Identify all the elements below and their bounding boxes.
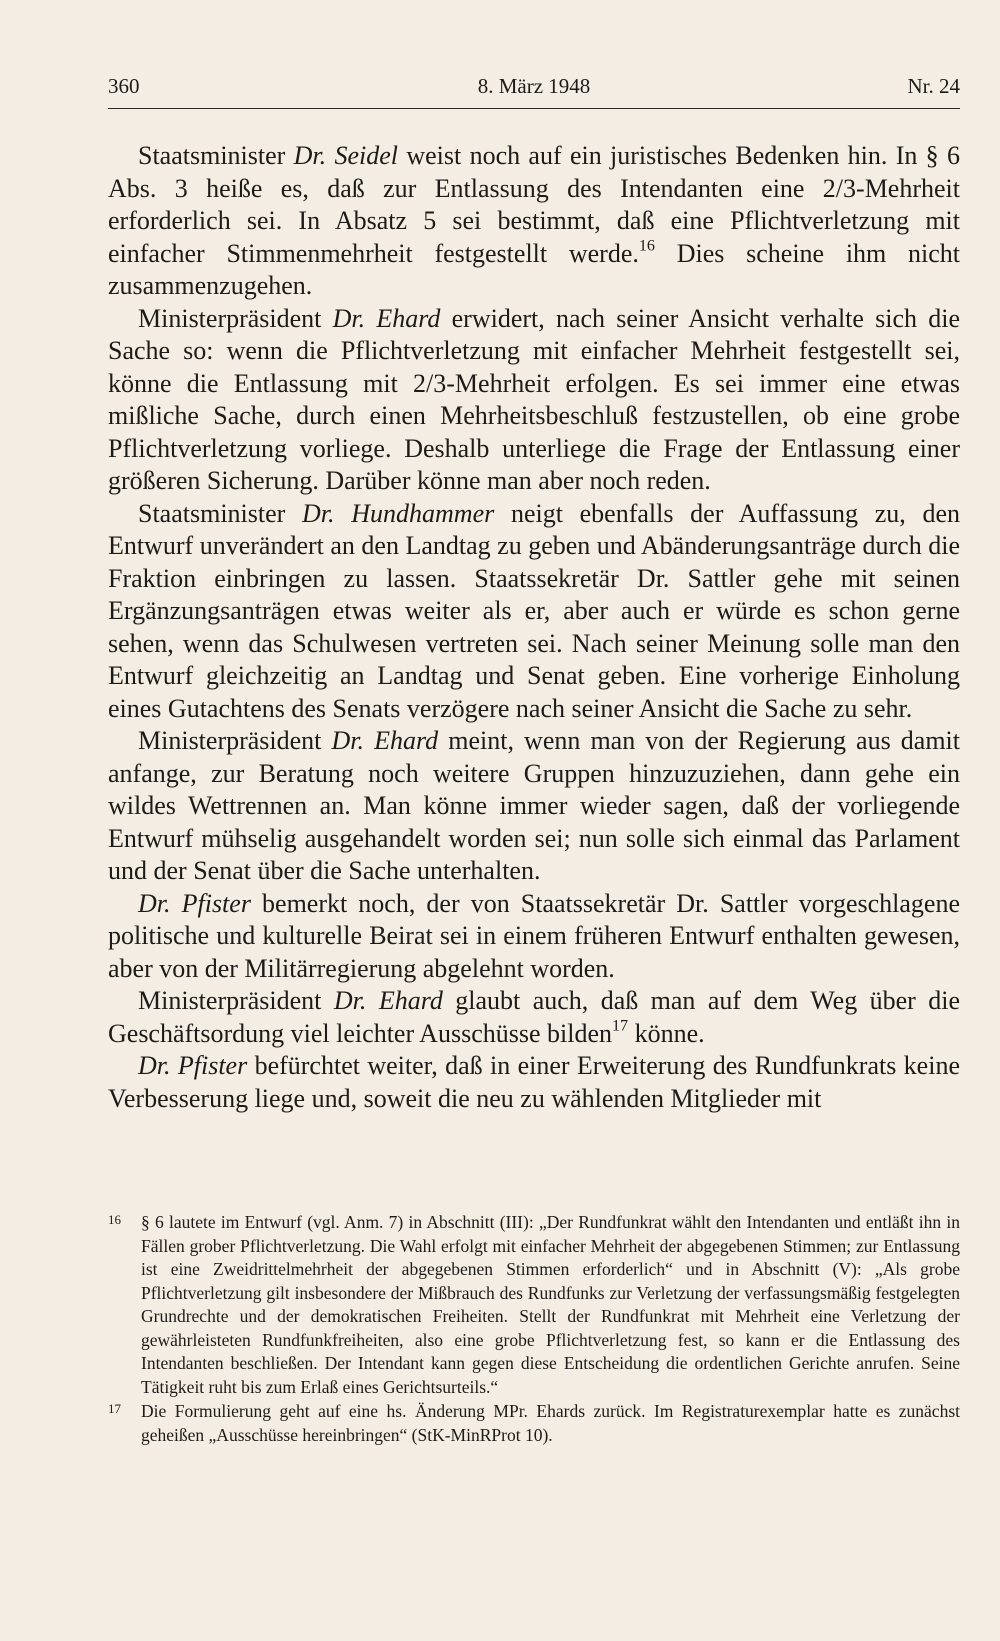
footnote-number: 17 [108, 1401, 121, 1416]
footnote [108, 1400, 960, 1447]
speaker-role: Ministerpräsident [138, 303, 322, 333]
speaker-name: Pfister [177, 1051, 248, 1080]
speaker-role: Ministerpräsident [138, 726, 322, 755]
footnote-reference[interactable]: 17 [612, 1017, 629, 1035]
header-rule [108, 108, 960, 109]
speaker-title: Dr. [302, 498, 335, 528]
speaker-title: Dr. [333, 986, 367, 1015]
footnote-text: § 6 lautete im Entwurf (vgl. Anm. 7) in Abschnitt (III): „Der Rundfunkrat wählt den Intendanten und entläßt ihn in Fällen grober Pflichtverletzung. Die Wahl erfolgt mit einfacher Mehrheit der abgegebenen Stimmen; zur Entlassung ist eine Zweidrittelmehrheit der abgegebenen Stimmen erforderlich“ und in Abschnitt (V): „Als grobe Pflichtverletzung gilt insbesondere der Mißbrauch des Rundfunks zur Verletzung der verfassungsmäßig festgelegten Grundrechte und der demokratischen Freiheiten. Stellt der Rundfunkrat mit Mehrheit eine Verletzung der gewährleisteten Rundfunkfreiheiten, also eine grobe Pflichtverletzung fest, so kann er die Entlassung des Intendanten beschließen. Der Intendant kann gegen diese Entscheidung die ordentlichen Gerichte anrufen. Seine Tätigkeit ruht bis zum Erlaß eines Gerichtsurteils.“ [141, 1212, 960, 1397]
speaker-name: Hundhammer [351, 498, 495, 528]
protocol-body [108, 140, 960, 1115]
paragraph-text: bemerkt noch, der von Staatssekretär Dr. Sattler vorgeschlagene politische und kulturelle Beirat sei in einem früheren Entwurf enthalten gewesen, aber von der Militärregierung abgelehnt worden. [108, 888, 960, 983]
speaker-name: Pfister [181, 888, 251, 918]
speaker-name: Seidel [334, 141, 399, 170]
paragraph [108, 888, 960, 986]
header-date: 8. März 1948 [477, 74, 591, 98]
speaker-title: Dr. [331, 726, 365, 755]
footnote [108, 1211, 960, 1399]
paragraph [108, 303, 960, 498]
paragraph-text-continued: Dies scheine ihm nicht zusammenzugehen. [108, 238, 960, 300]
paragraph-text-continued: könne. [628, 1018, 705, 1048]
paragraph [108, 985, 960, 1050]
speaker-name: Ehard [376, 303, 441, 333]
footnote-number: 16 [108, 1212, 121, 1227]
speaker-title: Dr. [138, 1051, 171, 1080]
footnote-reference[interactable]: 16 [638, 237, 655, 255]
footnotes [108, 1211, 960, 1448]
paragraph-text: erwidert, nach seiner Ansicht verhalte sich die Sache so: wenn die Pflichtverletzung mit einfacher Mehrheit festgestellt sei, könne die Entlassung mit 2/3-Mehrheit erfolgen. Es sei immer eine etwas mißliche Sache, durch einen Mehrheitsbeschluß festzustellen, ob eine grobe Pflichtverletzung vorliege. Deshalb unterliege die Frage der Entlassung einer größeren Sicherung. Darüber könne man aber noch reden. [108, 303, 961, 495]
speaker-role: Ministerpräsident [138, 986, 322, 1015]
paragraph-text: weist noch auf ein juristisches Bedenken hin. In § 6 Abs. 3 heiße es, daß zur Entlassung des Intendanten eine 2/3-Mehrheit erforderlich sei. In Absatz 5 sei bestimmt, daß eine Pflichtverletzung mit einfacher Stimmenmehrheit festgestellt werde. [108, 141, 961, 268]
speaker-name: Ehard [374, 726, 439, 755]
speaker-title: Dr. [332, 303, 366, 333]
speaker-title: Dr. [293, 141, 327, 170]
footnote-text: Die Formulierung geht auf eine hs. Änderung MPr. Ehards zurück. Im Registraturexemplar hatte es zunächst geheißen „Ausschüsse hereinbringen“ (StK-MinRProt 10). [141, 1401, 960, 1445]
speaker-title: Dr. [138, 888, 171, 918]
speaker-role: Staatsminister [138, 141, 286, 170]
paragraph-text: befürchtet weiter, daß in einer Erweiterung des Rundfunkrats keine Verbesserung liege und, soweit die neu zu wählenden Mitglieder mit [108, 1051, 960, 1113]
paragraph-text: glaubt auch, daß man auf dem Weg über die Geschäftsordung viel leichter Ausschüsse bilden [108, 986, 961, 1048]
speaker-role: Staatsminister [138, 498, 286, 528]
paragraph [108, 498, 960, 726]
page-number: 360 [108, 74, 140, 98]
running-header [108, 74, 960, 108]
paragraph [108, 140, 960, 303]
speaker-name: Ehard [378, 986, 443, 1015]
paragraph [108, 725, 960, 888]
document-number: Nr. 24 [907, 74, 960, 98]
paragraph [108, 1050, 960, 1115]
paragraph-text: neigt ebenfalls der Auffassung zu, den Entwurf unverändert an den Landtag zu geben und Abänderungsanträge durch die Fraktion einbringen zu lassen. Staatssekretär Dr. Sattler gehe mit seinen Ergänzungsanträgen etwas weiter als er, aber auch er würde es schon gerne sehen, wenn das Schulwesen vertreten sei. Nach seiner Meinung solle man den Entwurf gleichzeitig an Landtag und Senat geben. Eine vorherige Einholung eines Gutachtens des Senats verzögere nach seiner Ansicht die Sache zu sehr. [108, 498, 961, 723]
paragraph-text: meint, wenn man von der Regierung aus damit anfange, zur Beratung noch weitere Gruppen hinzuzuziehen, dann gehe ein wildes Wettrennen an. Man könne immer wieder sagen, daß der vorliegende Entwurf mühselig ausgehandelt worden sei; nun solle sich einmal das Parlament und der Senat über die Sache unterhalten. [108, 726, 961, 885]
